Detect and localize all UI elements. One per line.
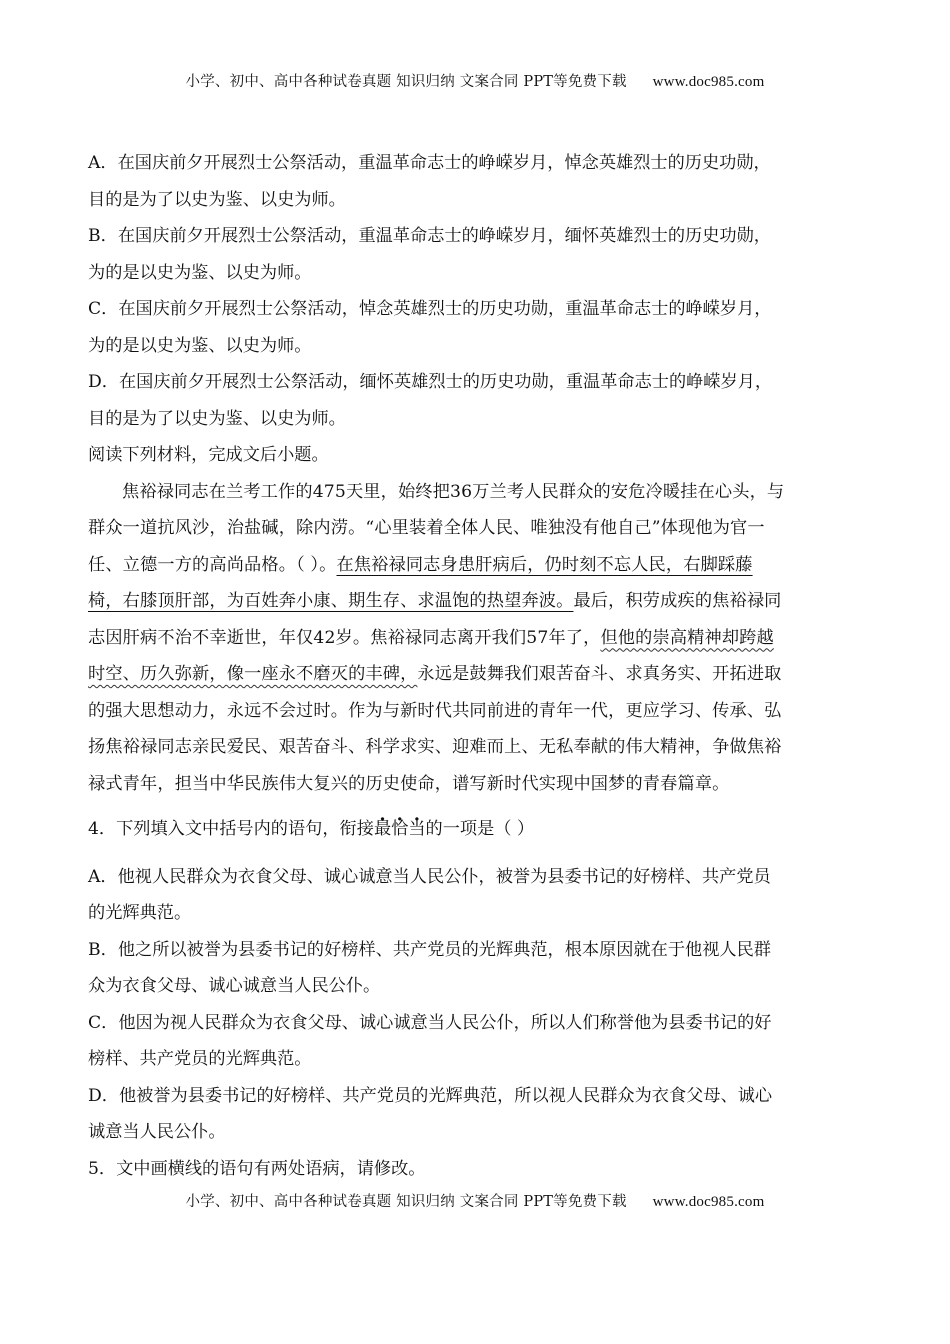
q4-option-a-line1: A．他视人民群众为衣食父母、诚心诚意当人民公仆，被誉为县委书记的好榜样、共产党员 <box>88 866 771 887</box>
q4-option-b-line1: B．他之所以被誉为县委书记的好榜样、共产党员的光辉典范，根本原因就在于他视人民群 <box>88 939 771 960</box>
passage-text: 最后，积劳成疾的焦裕禄同 <box>573 591 782 611</box>
wavy-underlined-sentence: 时空、历久弥新，像一座永不磨灭的丰碑， <box>88 664 418 684</box>
document-body <box>88 145 863 1187</box>
page-footer <box>0 1190 950 1211</box>
q4-option-d-line1: D．他被誉为县委书记的好榜样、共产党员的光辉典范，所以视人民群众为衣食父母、诚心 <box>88 1085 773 1106</box>
passage-line <box>88 583 863 620</box>
footer-text: 小学、初中、高中各种试卷真题 知识归纳 文案合同 PPT等免费下载 <box>185 1194 627 1210</box>
question-5-stem: 5．文中画横线的语句有两处语病，请修改。 <box>88 1158 426 1179</box>
q3-option-a-line1: A．在国庆前夕开展烈士公祭活动，重温革命志士的峥嵘岁月，悼念英雄烈士的历史功勋， <box>88 153 771 173</box>
underlined-sentence: 在焦裕禄同志身患肝病后，仍时刻不忘人民，右脚踩藤 <box>336 554 753 575</box>
underlined-sentence: 椅，右膝顶肝部，为百姓奔小康、期生存、求温饱的热望奔波。 <box>88 591 574 611</box>
emphasis-char: 最 <box>373 819 392 839</box>
q3-option-d-line1: D．在国庆前夕开展烈士公祭活动，缅怀英雄烈士的历史功勋，重温革命志士的峥嵘岁月， <box>88 372 773 392</box>
q4-prefix: 4．下列填入文中括号内的语句，衔接 <box>88 819 374 839</box>
emphasis-char: 当 <box>408 819 426 839</box>
passage-text: 任、立德一方的高尚品格。（ ）。 <box>88 554 337 575</box>
passage-line <box>88 547 863 584</box>
q4-option-c-line1: C．他因为视人民群众为衣食父母、诚心诚意当人民公仆，所以人们称誉他为县委书记的好 <box>88 1012 772 1033</box>
q4-option-a-line2: 的光辉典范。 <box>88 903 192 923</box>
q3-options <box>88 145 863 437</box>
header-text: 小学、初中、高中各种试卷真题 知识归纳 文案合同 PPT等免费下载 <box>185 74 627 90</box>
q3-option-a-line2: 目的是为了以史为鉴、以史为师。 <box>88 189 346 210</box>
passage-line: 焦裕禄同志在兰考工作的475天里，始终把36万兰考人民群众的安危冷暖挂在心头，与 <box>122 481 785 502</box>
q4-option-d-line2: 诚意当人民公仆。 <box>88 1122 226 1142</box>
page-header <box>0 70 950 91</box>
passage-text: 志因肝病不治不幸逝世，年仅42岁。焦裕禄同志离开我们57年了， <box>88 627 601 648</box>
wavy-underlined-sentence: 但他的崇高精神却跨越 <box>600 627 774 648</box>
question-4-stem <box>88 811 863 848</box>
passage-line: 的强大思想动力，永远不会过时。作为与新时代共同前进的青年一代，更应学习、传承、弘 <box>88 700 782 721</box>
reading-passage <box>88 474 863 803</box>
q3-option-d-line2: 目的是为了以史为鉴、以史为师。 <box>88 408 346 429</box>
q4-option-b-line2: 众为衣食父母、诚心诚意当人民公仆。 <box>88 976 381 996</box>
q4-options <box>88 859 863 1151</box>
passage-line: 群众一道抗风沙，治盐碱，除内涝。“心里装着全体人民、唯独没有他自己”体现他为官一 <box>88 518 765 538</box>
passage-line: 扬焦裕禄同志亲民爱民、艰苦奋斗、科学求实、迎难而上、无私奉献的伟大精神，争做焦裕 <box>88 737 782 757</box>
q4-option-c-line2: 榜样、共产党员的光辉典范。 <box>88 1049 312 1069</box>
q3-option-c-line1: C．在国庆前夕开展烈士公祭活动，悼念英雄烈士的历史功勋，重温革命志士的峥嵘岁月， <box>88 299 772 319</box>
q3-option-b-line1: B．在国庆前夕开展烈士公祭活动，重温革命志士的峥嵘岁月，缅怀英雄烈士的历史功勋， <box>88 226 771 246</box>
q4-suffix: 的一项是（ ） <box>425 819 535 839</box>
passage-text: 永远是鼓舞我们艰苦奋斗、求真务实、开拓进取 <box>417 664 782 684</box>
passage-line <box>88 620 863 657</box>
q3-option-b-line2: 为的是以史为鉴、以史为师。 <box>88 262 312 283</box>
q3-option-c-line2: 为的是以史为鉴、以史为师。 <box>88 335 312 356</box>
passage-line: 禄式青年，担当中华民族伟大复兴的历史使命，谱写新时代实现中国梦的青春篇章。 <box>88 773 730 794</box>
footer-site-link[interactable]: www.doc985.com <box>652 1194 765 1210</box>
passage-line <box>88 656 863 693</box>
reading-instruction: 阅读下列材料，完成文后小题。 <box>88 445 329 465</box>
header-site-link[interactable]: www.doc985.com <box>652 74 765 90</box>
emphasis-char: 恰 <box>391 819 409 839</box>
